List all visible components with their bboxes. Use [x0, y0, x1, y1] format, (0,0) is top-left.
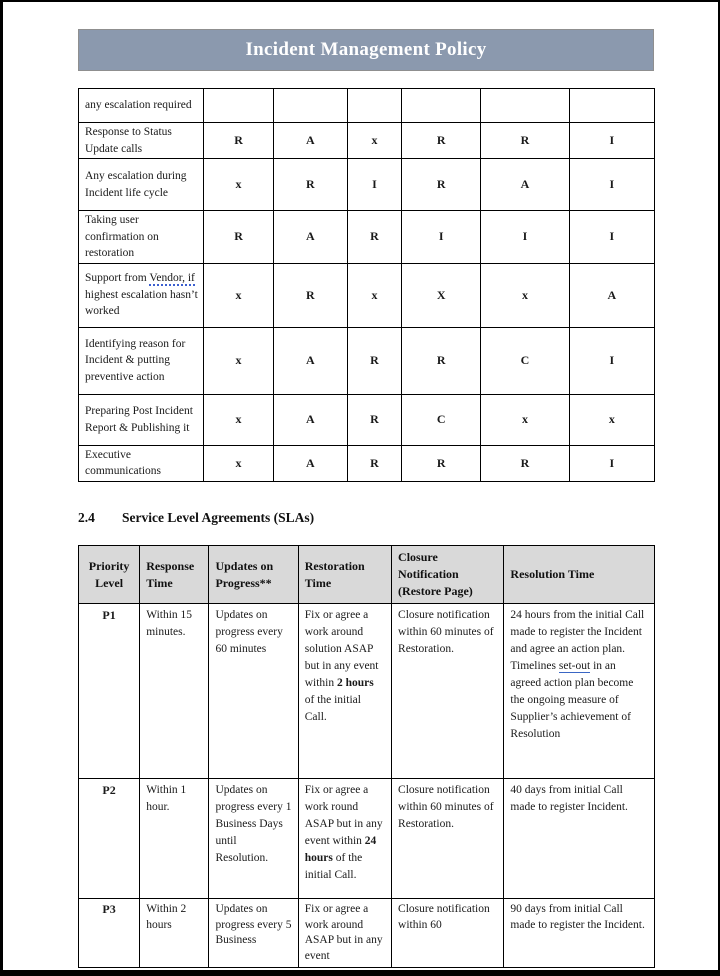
raci-value-cell: x [204, 445, 273, 481]
raci-value-cell: R [347, 394, 401, 445]
raci-value-cell: X [402, 263, 481, 327]
raci-row [79, 89, 655, 123]
sla-row-p3 [79, 899, 655, 968]
cell-text: Closure notification within 60 [398, 903, 490, 931]
raci-value-cell: I [569, 123, 654, 159]
updates-cell: Updates on progress every 1 Business Days until Resolution. [209, 779, 298, 899]
cell-text: 90 days from initial Call made to register the Incident. [510, 903, 645, 931]
raci-value-cell: R [273, 159, 347, 211]
cell-text: P3 [102, 902, 116, 916]
raci-value-cell: A [273, 123, 347, 159]
page-title: Incident Management Policy [245, 39, 487, 60]
raci-value-cell: I [402, 211, 481, 264]
raci-value-cell: A [273, 211, 347, 264]
raci-value-cell: R [402, 445, 481, 481]
cell-text: of the initial Call. [304, 694, 361, 723]
restoration-time-cell [298, 899, 391, 968]
raci-value-cell: R [347, 211, 401, 264]
sla-header-cell: Restoration Time [298, 546, 391, 604]
response-time-cell [140, 899, 209, 968]
activity-label-cell: Executive communications [79, 445, 204, 481]
resolution-time-cell: 40 days from initial Call made to register Incident. [504, 779, 655, 899]
raci-row [79, 394, 655, 445]
cell-text: Updates on progress every 5 Business [215, 903, 292, 946]
activity-label-cell: Identifying reason for Incident & putting preventive action [79, 327, 204, 394]
title-banner [78, 29, 654, 71]
raci-row [79, 263, 655, 327]
cell-text: 24 hours from the initial Call made to register the Incident and agree an action plan. [510, 609, 645, 655]
raci-row [79, 445, 655, 481]
closure-notification-cell [392, 899, 504, 968]
cell-text: Fix or agree a work around solution ASAP but in any event within [304, 609, 379, 689]
cell-text: Fix or agree a work round ASAP but in any event within [304, 784, 383, 847]
raci-value-cell: x [569, 394, 654, 445]
sla-header-row [79, 546, 655, 604]
raci-value-cell: I [569, 327, 654, 394]
cell-text: in an agreed action plan become the ongoing measure of Supplier’s achievement of Resolution [510, 660, 634, 740]
raci-value-cell [273, 89, 347, 123]
raci-value-cell: R [273, 263, 347, 327]
raci-value-cell: R [204, 211, 273, 264]
raci-value-cell: I [481, 211, 569, 264]
raci-value-cell: C [402, 394, 481, 445]
sla-header-cell: Closure Notification (Restore Page) [392, 546, 504, 604]
grammarcheck-marked-text: set-out [558, 660, 591, 672]
priority-level-cell: P2 [79, 779, 140, 899]
raci-value-cell [569, 89, 654, 123]
raci-row [79, 211, 655, 264]
sla-header-cell: Updates on Progress** [209, 546, 298, 604]
label-text: Support from [85, 272, 150, 285]
section-heading [78, 510, 314, 526]
updates-cell [209, 899, 298, 968]
sla-table [78, 545, 655, 968]
priority-level-cell: P1 [79, 604, 140, 779]
raci-value-cell: x [347, 263, 401, 327]
activity-label-cell: Response to Status Update calls [79, 123, 204, 159]
raci-value-cell: x [204, 327, 273, 394]
raci-value-cell: R [481, 445, 569, 481]
raci-value-cell: R [402, 123, 481, 159]
sla-row-p2 [79, 779, 655, 899]
raci-value-cell: I [569, 159, 654, 211]
closure-notification-cell: Closure notification within 60 minutes of Restoration. [392, 779, 504, 899]
closure-notification-cell: Closure notification within 60 minutes of Restoration. [392, 604, 504, 779]
raci-value-cell: x [204, 159, 273, 211]
raci-value-cell: R [402, 159, 481, 211]
sla-header-cell: Resolution Time [504, 546, 655, 604]
raci-value-cell: x [204, 394, 273, 445]
resolution-time-cell [504, 899, 655, 968]
raci-value-cell [481, 89, 569, 123]
raci-value-cell: I [569, 445, 654, 481]
label-text: highest escalation hasn’t worked [85, 288, 198, 318]
section-number: 2.4 [78, 510, 95, 525]
raci-value-cell: I [569, 211, 654, 264]
cell-text: Fix or agree a work around ASAP but in any event [304, 903, 383, 962]
raci-value-cell [204, 89, 273, 123]
raci-value-cell: R [402, 327, 481, 394]
raci-value-cell: A [569, 263, 654, 327]
section-title: Service Level Agreements (SLAs) [122, 510, 315, 525]
raci-value-cell: A [273, 327, 347, 394]
raci-matrix-table [78, 88, 655, 482]
raci-value-cell [347, 89, 401, 123]
raci-value-cell: x [481, 263, 569, 327]
resolution-time-cell [504, 604, 655, 779]
raci-value-cell: R [347, 327, 401, 394]
raci-value-cell: I [347, 159, 401, 211]
raci-value-cell: x [481, 394, 569, 445]
activity-label-cell [79, 263, 204, 327]
restoration-time-cell [298, 604, 391, 779]
activity-label-cell: Any escalation during Incident life cycle [79, 159, 204, 211]
raci-value-cell: C [481, 327, 569, 394]
raci-value-cell: R [481, 123, 569, 159]
raci-row [79, 123, 655, 159]
response-time-cell: Within 1 hour. [140, 779, 209, 899]
raci-row [79, 327, 655, 394]
bold-text: 24 hours [304, 835, 377, 864]
raci-value-cell: A [481, 159, 569, 211]
raci-value-cell: R [347, 445, 401, 481]
raci-row [79, 159, 655, 211]
bold-text: 2 hours [337, 677, 374, 689]
activity-label-cell: any escalation required [79, 89, 204, 123]
raci-value-cell: R [204, 123, 273, 159]
activity-label-cell: Taking user confirmation on restoration [79, 211, 204, 264]
updates-cell: Updates on progress every 60 minutes [209, 604, 298, 779]
sla-row-p1 [79, 604, 655, 779]
sla-header-cell: Response Time [140, 546, 209, 604]
sla-header-cell: Priority Level [79, 546, 140, 604]
cell-text: of the initial Call. [304, 852, 363, 881]
raci-value-cell: x [204, 263, 273, 327]
cell-text: Timelines [510, 660, 559, 672]
spellcheck-marked-text: Vendor, if [149, 272, 195, 285]
raci-value-cell [402, 89, 481, 123]
response-time-cell: Within 15 minutes. [140, 604, 209, 779]
activity-label-cell: Preparing Post Incident Report & Publishing it [79, 394, 204, 445]
raci-value-cell: A [273, 445, 347, 481]
raci-value-cell: x [347, 123, 401, 159]
restoration-time-cell [298, 779, 391, 899]
cell-text: Within 2 hours [146, 903, 187, 931]
priority-level-cell [79, 899, 140, 968]
raci-value-cell: A [273, 394, 347, 445]
